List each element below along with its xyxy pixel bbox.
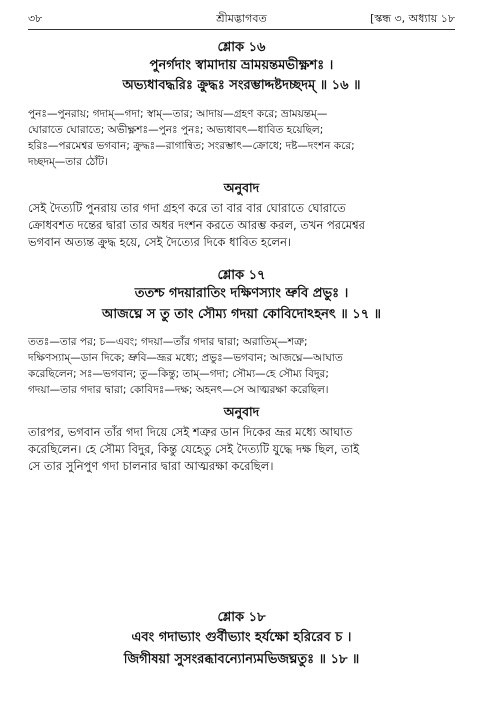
- shloka-17-word-meanings: [28, 334, 455, 398]
- shloka-17-heading: শ্লোক ১৭: [217, 268, 266, 283]
- word-meaning-line: করেছিলেন; সঃ—ভগবান; তু—কিন্তু; তাম্—গদা; সৌম্য—হে সৌম্য বিদুর;: [28, 368, 329, 380]
- shloka-18-line-1: এবং গদাভ্যাং গুর্বীভ্যাং হর্যক্ষো হরিরেব চ ।: [131, 630, 352, 645]
- word-meaning-line: গদয়া—তার গদার দ্বারা; কোবিদঃ—দক্ষ; অহনৎ—সে আত্মরক্ষা করেছিল।: [28, 384, 329, 396]
- shloka-17-line-2: আজঘ্নে স তু তাং সৌম্য গদয়া কোবিদোঽহনৎ ॥ ১৭ ॥: [101, 307, 382, 322]
- book-title: শ্রীমদ্ভাগবত: [216, 12, 267, 25]
- shloka-16-translation: [28, 200, 455, 251]
- page-number: ৩৮: [28, 12, 43, 25]
- shloka-16-heading: শ্লোক ১৬: [217, 40, 266, 55]
- word-meaning-line: হরিঃ—পরমেশ্বর ভগবান; ক্রুদ্ধঃ—রাগান্বিত; সংরম্ভাৎ—ক্রোধে; দষ্ট—দংশন করে;: [28, 140, 355, 152]
- translation-line: সেই দৈত্যটি পুনরায় তার গদা গ্রহণ করে তা বার বার ঘোরাতে ঘোরাতে: [28, 201, 346, 215]
- page-header: [28, 10, 455, 28]
- word-meaning-line: দক্ষিণস্যাম্—ডান দিকে; ভ্রুবি—ভ্রূর মধ্যে; প্রভুঃ—ভগবান; আজঘ্নে—আঘাত: [28, 352, 343, 364]
- shloka-16-word-meanings: [28, 106, 455, 170]
- shloka-16-line-2: অভ্যধাবদ্ধরিঃ ক্রুদ্ধঃ সংরম্ভাদ্দষ্টদচ্ছদম্ ॥ ১৬ ॥: [122, 78, 361, 93]
- translation-line: তারপর, ভগবান তাঁর গদা দিয়ে সেই শত্রুর ডান দিকের ভ্রূর মধ্যে আঘাত: [28, 425, 353, 439]
- section-label: [স্কন্ধ ৩, অধ্যায় ১৮: [370, 12, 455, 25]
- word-meaning-line: ততঃ—তার পর; চ—এবং; গদয়া—তাঁর গদার দ্বারা; অরাতিম্—শত্রু;: [28, 336, 308, 348]
- shloka-17-line-1: ততশ্চ গদয়ারাতিং দক্ষিণস্যাং ভ্রুবি প্রভুঃ ।: [134, 286, 349, 301]
- translation-line: ভগবান অত্যন্ত ক্রুদ্ধ হয়ে, সেই দৈত্যের দিকে ধাবিত হলেন।: [28, 235, 292, 249]
- translation-line: সে তার সুনিপুণ গদা চালনার দ্বারা আত্মরক্ষা করেছিল।: [28, 459, 274, 473]
- header-rule: [28, 29, 455, 30]
- shloka-16-translation-heading: অনুবাদ: [223, 180, 260, 195]
- word-meaning-line: ঘোরাতে ঘোরাতে; অভীক্ষ্ণশঃ—পুনঃ পুনঃ; অভ্যধাবৎ—ধাবিত হয়েছিল;: [28, 124, 324, 136]
- shloka-18-heading: শ্লোক ১৮: [217, 610, 266, 625]
- shloka-17-translation-heading: অনুবাদ: [223, 404, 260, 419]
- shloka-16-line-1: পুনর্গদাং স্বামাদায় ভ্রাময়ন্তমভীক্ষ্ণশঃ ।: [149, 58, 334, 73]
- shloka-18-line-2: জিগীষয়া সুসংরব্ধাবন্যোন্যমভিজঘ্নতুঃ ॥ ১৮ ॥: [123, 652, 360, 667]
- word-meaning-line: পুনঃ—পুনরায়; গদাম্—গদা; স্বাম্—তার; আদায়—গ্রহণ করে; ভ্রাময়ন্তম্—: [28, 108, 328, 120]
- shloka-17-translation: [28, 424, 455, 475]
- translation-line: ক্রোধবশত দন্তের দ্বারা তার অধর দংশন করতে আরম্ভ করল, তখন পরমেশ্বর: [28, 218, 365, 232]
- word-meaning-line: দচ্ছদম্—তার ঠোঁট।: [28, 156, 108, 168]
- translation-line: করেছিলেন। হে সৌম্য বিদুর, কিন্তু যেহেতু সেই দৈত্যটি যুদ্ধে দক্ষ ছিল, তাই: [28, 442, 360, 456]
